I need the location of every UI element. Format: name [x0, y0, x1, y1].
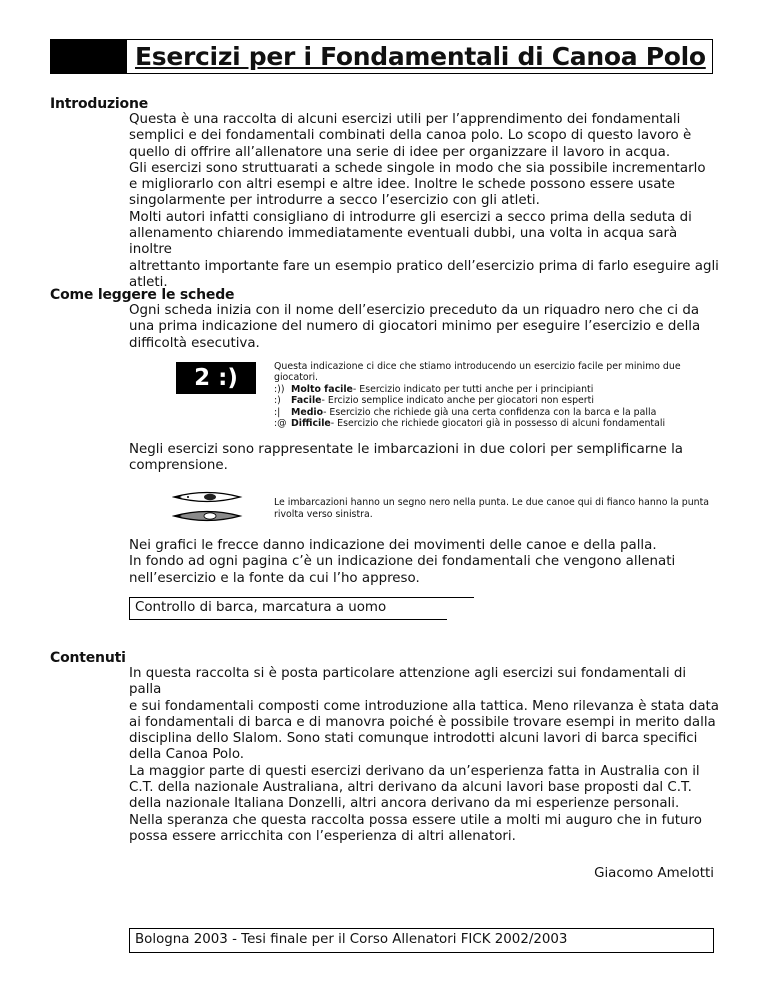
legend-desc: - Esercizio che richiede già una certa confidenza con la barca e la palla	[323, 406, 657, 418]
legend-symbol: :|	[274, 406, 281, 418]
legend-desc: - Esercizio indicato per tutti anche per i principianti	[352, 383, 594, 395]
arrows-line: Nei grafici le frecce danno indicazione dei movimenti delle canoe e della palla.	[129, 538, 657, 553]
legend-name: Facile	[291, 395, 322, 407]
boats-paragraph	[129, 442, 719, 475]
contents-line: Nella speranza che questa raccolta possa essere utile a molti mi auguro che in futuro	[129, 812, 702, 828]
contents-heading: Contenuti	[50, 650, 126, 666]
legend-name: Molto facile	[291, 383, 353, 395]
arrows-line: nell’esercizio e la fonte da cui l’ho appreso.	[129, 570, 420, 586]
legend-intro: Questa indicazione ci dice che stiamo introducendo un esercizio facile per minimo due giocatori.	[274, 361, 681, 384]
legend-symbol: :))	[274, 383, 285, 395]
arrows-paragraph	[129, 538, 719, 587]
intro-line: altrettanto importante fare un esempio pratico dell’esercizio prima di farlo eseguire agli	[129, 258, 719, 274]
author-signature: Giacomo Amelotti	[594, 866, 714, 881]
contents-line: La maggior parte di questi esercizi derivano da un’esperienza fatta in Australia con il	[129, 763, 700, 779]
contents-paragraph	[129, 666, 719, 845]
legend-row	[274, 384, 719, 395]
legend-desc: - Ercizio semplice indicato anche per giocatori non esperti	[321, 395, 594, 407]
intro-line: singolarmente per introdurre a secco l’esercizio con gli atleti.	[129, 193, 540, 209]
boats-line: comprensione.	[129, 458, 228, 474]
title-black-block	[51, 40, 127, 73]
boats-line: Negli esercizi sono rappresentate le imbarcazioni in due colori per semplificarne la	[129, 442, 684, 457]
title-box	[50, 39, 713, 74]
legend-symbol: :)	[274, 395, 281, 407]
legend-name: Medio	[291, 406, 324, 418]
legend-row	[274, 395, 719, 406]
box-border-left	[129, 597, 130, 620]
contents-line: ai fondamentali di barca e di manovra poiché è possibile trovare esempi in merito dalla	[129, 714, 716, 730]
intro-line: Molti autori infatti consigliano di introdurre gli esercizi a secco prima della seduta di	[129, 209, 692, 225]
footer-text: Bologna 2003 - Tesi finale per il Corso Allenatori FICK 2002/2003	[135, 932, 568, 947]
page-title: Esercizi per i Fondamentali di Canoa Polo	[135, 42, 706, 71]
legend-row	[274, 407, 719, 418]
howto-line: Ogni scheda inizia con il nome dell’esercizio preceduto da un riquadro nero che ci da	[129, 303, 700, 318]
intro-line: allenamento chiarendo immediatamente eventuali dubbi, una volta in acqua sarà inoltre	[129, 226, 678, 258]
legend-name: Difficile	[291, 418, 331, 430]
legend-desc: - Esercizio che richiede giocatori già in possesso di alcuni fondamentali	[330, 418, 666, 430]
howto-paragraph	[129, 303, 719, 352]
howto-line: una prima indicazione del numero di giocatori minimo per eseguire l’esercizio e della	[129, 319, 701, 335]
contents-line: e sui fondamentali composti come introduzione alla tattica. Meno rilevanza è stata data	[129, 698, 720, 714]
contents-line: C.T. della nazionale Australiana, altri derivano da alcuni lavori base proposti dal C.T.	[129, 780, 692, 796]
fundamentals-example-text: Controllo di barca, marcatura a uomo	[135, 600, 387, 615]
intro-paragraph	[129, 112, 719, 291]
box-border-bottom	[129, 619, 447, 620]
contents-line: In questa raccolta si è posta particolare attenzione agli esercizi sui fondamentali di palla	[129, 666, 687, 698]
intro-line: Questa è una raccolta di alcuni esercizi utili per l’apprendimento dei fondamentali	[129, 112, 681, 127]
intro-line: e migliorarlo con altri esempi e altre idee. Inoltre le schede possono essere usate	[129, 177, 675, 193]
box-border-top	[129, 597, 474, 598]
contents-line: della Canoa Polo.	[129, 747, 245, 763]
intro-line: quello di offrire all’allenatore una serie di idee per organizzare il lavoro in acqua.	[129, 144, 671, 160]
howto-line: difficoltà esecutiva.	[129, 335, 260, 351]
howto-heading: Come leggere le schede	[50, 287, 235, 303]
intro-heading: Introduzione	[50, 96, 149, 112]
white-canoe-icon	[174, 493, 240, 502]
difficulty-badge: 2 :)	[176, 362, 256, 394]
contents-line: disciplina dello Slalom. Sono stati comunque introdotti alcuni lavori di barca specifici	[129, 731, 698, 747]
gray-canoe-icon	[174, 512, 240, 521]
contents-line: della nazionale Italiana Donzelli, altri ancora derivano da mi esperienze personali.	[129, 796, 680, 812]
footer-box	[129, 928, 714, 953]
legend-symbol: :@	[274, 418, 287, 430]
intro-line: atleti.	[129, 274, 168, 290]
difficulty-legend	[274, 361, 719, 429]
legend-row	[274, 418, 719, 429]
contents-line: possa essere arricchita con l’esperienza di altri allenatori.	[129, 828, 516, 844]
canoe-illustration	[172, 487, 272, 527]
intro-line: Gli esercizi sono struttuarati a schede singole in modo che sia possibile incrementarlo	[129, 160, 706, 176]
intro-line: semplici e dei fondamentali combinati della canoa polo. Lo scopo di questo lavoro è	[129, 128, 692, 144]
fundamentals-example-box	[129, 597, 474, 620]
arrows-line: In fondo ad ogni pagina c’è un indicazione dei fondamentali che vengono allenati	[129, 554, 676, 570]
boats-note: Le imbarcazioni hanno un segno nero nella punta. Le due canoe qui di fianco hanno la punta rivolta verso sinistra.	[274, 497, 710, 520]
